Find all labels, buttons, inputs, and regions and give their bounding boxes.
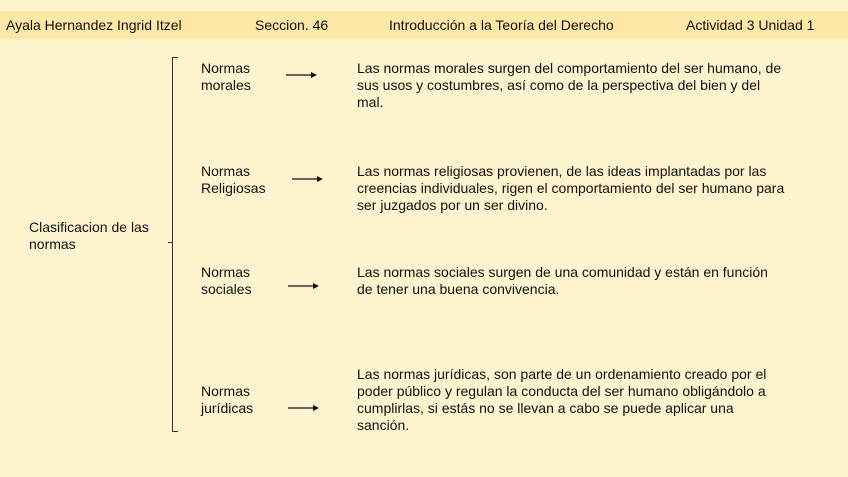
classification-bracket (172, 57, 178, 432)
header-bar (0, 11, 848, 39)
category-morales: Normas morales (201, 60, 251, 93)
description-morales: Las normas morales surgen del comportamiento del ser humano, de sus usos y costumbres, así como de la perspectiva del bien y del mal. (357, 60, 782, 110)
description-sociales: Las normas sociales surgen de una comunidad y están en función de tener una buena convivencia. (357, 264, 768, 297)
arrow-right-icon (286, 71, 318, 79)
author-name: Ayala Hernandez Ingrid Itzel (6, 17, 182, 33)
classification-title: Clasificacion de las normas (29, 219, 149, 252)
category-juridicas: Normas jurídicas (201, 383, 254, 416)
arrow-right-icon (292, 175, 324, 183)
activity-label: Actividad 3 Unidad 1 (686, 17, 815, 33)
arrow-right-icon (288, 282, 320, 290)
category-sociales: Normas sociales (201, 264, 252, 297)
category-religiosas: Normas Religiosas (201, 163, 266, 196)
course-title: Introducción a la Teoría del Derecho (389, 17, 614, 33)
section-label: Seccion. 46 (255, 17, 329, 33)
bracket-tick (168, 242, 173, 243)
description-juridicas: Las normas jurídicas, son parte de un ordenamiento creado por el poder público y regulan la conducta del ser humano obligándolo a cumplirlas, si estás no se llevan a cabo se puede aplicar una sanción. (357, 366, 767, 433)
description-religiosas: Las normas religiosas provienen, de las ideas implantadas por las creencias individuales, rigen el comportamiento del ser humano para ser juzgados por un ser divino. (357, 163, 785, 213)
arrow-right-icon (288, 404, 320, 412)
